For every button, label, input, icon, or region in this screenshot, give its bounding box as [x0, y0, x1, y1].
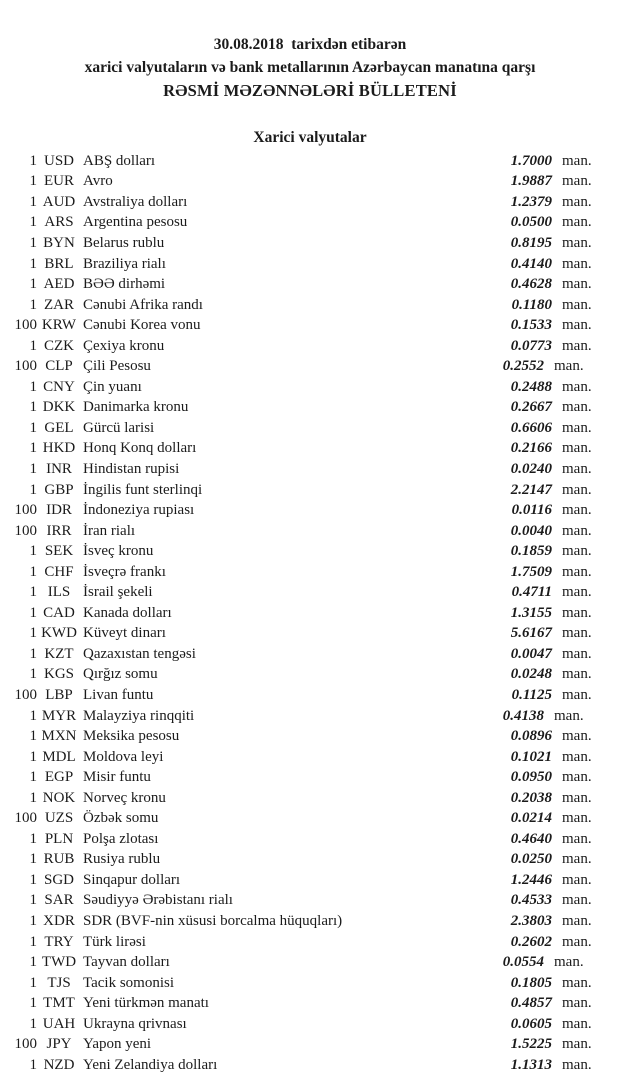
rate-value: 1.1313 — [510, 1056, 552, 1073]
currency-name: Livan funtu — [83, 686, 154, 703]
rate-value: 0.0248 — [510, 666, 552, 683]
unit-label: man. — [562, 317, 592, 334]
unit-label: man. — [562, 748, 592, 765]
currency-code: IRR — [46, 522, 72, 539]
rate-row — [0, 911, 620, 932]
unit-label: man. — [562, 995, 592, 1012]
quantity-value: 1 — [29, 399, 37, 416]
quantity-value: 1 — [29, 440, 37, 457]
unit-label: man. — [562, 625, 592, 642]
unit-label: man. — [562, 276, 592, 293]
rate-row — [0, 1035, 620, 1056]
currency-name: Malayziya rinqqiti — [83, 707, 195, 724]
unit-label: man. — [562, 933, 592, 950]
quantity-value: 100 — [14, 358, 37, 375]
rate-row — [0, 377, 620, 398]
unit-label: man. — [554, 707, 584, 724]
currency-name: Türk lirəsi — [83, 933, 146, 950]
currency-name: Cənubi Korea vonu — [83, 317, 201, 334]
rate-row — [0, 767, 620, 788]
rate-row — [0, 356, 620, 377]
rate-value: 0.1533 — [510, 317, 552, 334]
quantity-value: 1 — [29, 933, 37, 950]
currency-code: DKK — [42, 399, 76, 416]
rate-value: 0.0554 — [502, 954, 544, 971]
currency-name: Tacik somonisi — [83, 974, 175, 991]
rate-row — [0, 295, 620, 316]
rate-value: 0.0040 — [510, 522, 552, 539]
rate-row — [0, 521, 620, 542]
rates-table — [0, 151, 620, 1073]
unit-label: man. — [562, 728, 592, 745]
quantity-value: 1 — [29, 193, 37, 210]
currency-name: Ukrayna qrivnası — [83, 1015, 187, 1032]
currency-name: Danimarka kronu — [83, 399, 189, 416]
currency-name: Qazaxıstan tengəsi — [83, 645, 196, 662]
quantity-value: 1 — [29, 214, 37, 231]
unit-label: man. — [562, 913, 592, 929]
quantity-value: 1 — [29, 830, 37, 847]
rate-value: 1.5225 — [510, 1036, 552, 1053]
unit-label: man. — [562, 193, 592, 210]
unit-label: man. — [562, 234, 592, 251]
quantity-value: 1 — [29, 604, 37, 621]
bulletin-date-line: 30.08.2018 tarixdən etibarən — [213, 36, 407, 53]
rate-value: 0.4140 — [510, 255, 552, 272]
unit-label: man. — [562, 522, 592, 539]
currency-code: TRY — [44, 933, 74, 950]
quantity-value: 1 — [29, 625, 37, 642]
quantity-value: 100 — [14, 502, 37, 519]
rate-value: 0.0214 — [510, 810, 552, 827]
bulletin-title: RƏSMİ MƏZƏNNƏLƏRİ BÜLLETENİ — [163, 81, 457, 100]
rate-row — [0, 624, 620, 645]
bulletin-header — [0, 33, 620, 103]
unit-label: man. — [562, 152, 592, 169]
rate-value: 1.2446 — [510, 871, 552, 888]
unit-label: man. — [562, 337, 592, 354]
currency-code: EUR — [44, 173, 74, 190]
currency-code: TJS — [47, 974, 71, 991]
unit-label: man. — [562, 214, 592, 231]
currency-name: Moldova leyi — [83, 748, 164, 765]
currency-name: Kanada dolları — [83, 604, 172, 621]
rate-value: 0.2602 — [510, 933, 552, 950]
unit-label: man. — [554, 358, 584, 375]
quantity-value: 1 — [29, 234, 37, 251]
currency-name: Tayvan dolları — [83, 954, 170, 971]
unit-label: man. — [562, 830, 592, 847]
quantity-value: 1 — [29, 871, 37, 888]
currency-code: ZAR — [44, 296, 74, 313]
rate-value: 0.0950 — [510, 769, 552, 786]
rate-value: 1.2379 — [510, 193, 552, 210]
currency-name: Argentina pesosu — [83, 214, 188, 231]
rate-row — [0, 151, 620, 172]
currency-name: Avstraliya dolları — [83, 193, 188, 210]
currency-name: Sinqapur dolları — [83, 871, 181, 888]
currency-name: Küveyt dinarı — [83, 625, 166, 642]
unit-label: man. — [562, 974, 592, 991]
rate-row — [0, 418, 620, 439]
rate-row — [0, 870, 620, 891]
unit-label: man. — [562, 399, 592, 416]
rate-row — [0, 500, 620, 521]
currency-name: Səudiyyə Ərəbistanı rialı — [83, 892, 233, 909]
quantity-value: 1 — [29, 892, 37, 909]
currency-name: Qırğız somu — [83, 666, 158, 683]
currency-name: Yeni Zelandiya dolları — [83, 1056, 218, 1073]
quantity-value: 1 — [29, 481, 37, 498]
rate-value: 2.3803 — [510, 913, 552, 929]
quantity-value: 1 — [29, 543, 37, 560]
unit-label: man. — [562, 543, 592, 560]
section-title-foreign-currencies: Xarici valyutalar — [253, 129, 367, 146]
quantity-value: 1 — [29, 337, 37, 354]
currency-code: IDR — [46, 502, 72, 519]
unit-label: man. — [562, 255, 592, 272]
quantity-value: 1 — [29, 460, 37, 477]
rate-row — [0, 1014, 620, 1035]
currency-code: INR — [46, 460, 72, 477]
currency-code: UAH — [42, 1015, 76, 1032]
currency-name: Avro — [83, 173, 113, 190]
rate-row — [0, 829, 620, 850]
currency-name: İsveç kronu — [83, 543, 154, 560]
rate-row — [0, 973, 620, 994]
rate-row — [0, 1055, 620, 1073]
unit-label: man. — [562, 810, 592, 827]
rate-value: 1.9887 — [510, 173, 552, 190]
currency-name: Braziliya rialı — [83, 255, 166, 272]
currency-code: KRW — [41, 317, 77, 334]
currency-name: Yeni türkmən manatı — [83, 995, 209, 1012]
currency-code: ARS — [44, 214, 74, 231]
quantity-value: 1 — [29, 563, 37, 580]
currency-code: PLN — [44, 830, 74, 847]
rate-row — [0, 747, 620, 768]
currency-name: BƏƏ dirhəmi — [83, 276, 166, 293]
rate-row — [0, 809, 620, 830]
unit-label: man. — [562, 789, 592, 806]
bulletin-subtitle: xarici valyutaların və bank metallarının Azərbaycan manatına qarşı — [84, 59, 536, 76]
currency-name: İsveçrə frankı — [83, 563, 166, 580]
quantity-value: 1 — [29, 789, 37, 806]
rate-value: 0.0047 — [510, 645, 552, 662]
unit-label: man. — [562, 1015, 592, 1032]
rate-row — [0, 480, 620, 501]
rate-value: 0.1125 — [511, 686, 552, 703]
unit-label: man. — [562, 769, 592, 786]
unit-label: man. — [562, 296, 592, 313]
currency-name: İran rialı — [83, 522, 136, 539]
rate-row — [0, 932, 620, 953]
rate-value: 0.4640 — [510, 830, 552, 847]
rate-row — [0, 172, 620, 193]
currency-name: İngilis funt sterlinqi — [83, 481, 203, 498]
rate-row — [0, 233, 620, 254]
unit-label: man. — [562, 563, 592, 580]
rate-row — [0, 685, 620, 706]
quantity-value: 1 — [29, 645, 37, 662]
rate-value: 0.0116 — [511, 502, 552, 519]
unit-label: man. — [562, 460, 592, 477]
rate-value: 0.4857 — [510, 995, 552, 1012]
currency-code: CHF — [44, 563, 74, 580]
rate-row — [0, 665, 620, 686]
quantity-value: 100 — [14, 1036, 37, 1053]
unit-label: man. — [562, 481, 592, 498]
unit-label: man. — [562, 645, 592, 662]
currency-name: Rusiya rublu — [83, 851, 161, 868]
quantity-value: 100 — [14, 317, 37, 334]
unit-label: man. — [562, 378, 592, 395]
unit-label: man. — [562, 851, 592, 868]
currency-name: İsrail şekeli — [83, 584, 153, 601]
rate-value: 0.1805 — [510, 974, 552, 991]
rate-value: 0.2038 — [510, 789, 552, 806]
unit-label: man. — [562, 604, 592, 621]
currency-code: GBP — [44, 481, 74, 498]
rate-value: 1.3155 — [510, 604, 552, 621]
quantity-value: 1 — [29, 707, 37, 724]
currency-code: SGD — [43, 871, 74, 888]
rate-value: 0.0240 — [510, 460, 552, 477]
rate-value: 0.1180 — [511, 296, 552, 313]
currency-code: EGP — [44, 769, 74, 786]
quantity-value: 1 — [29, 276, 37, 293]
unit-label: man. — [562, 584, 592, 601]
rate-value: 0.0896 — [510, 728, 552, 745]
currency-name: SDR (BVF-nin xüsusi borcalma hüquqları) — [83, 913, 343, 929]
quantity-value: 1 — [29, 419, 37, 436]
currency-name: Misir funtu — [83, 769, 151, 786]
quantity-value: 1 — [29, 728, 37, 745]
rate-row — [0, 582, 620, 603]
quantity-value: 1 — [29, 152, 37, 169]
unit-label: man. — [562, 1036, 592, 1053]
rate-row — [0, 254, 620, 275]
currency-name: Yapon yeni — [83, 1036, 152, 1053]
quantity-value: 1 — [29, 974, 37, 991]
rate-row — [0, 541, 620, 562]
unit-label: man. — [554, 954, 584, 971]
currency-name: Çili Pesosu — [83, 358, 151, 375]
rate-value: 0.8195 — [510, 234, 552, 251]
currency-name: İndoneziya rupiası — [83, 502, 195, 519]
rate-row — [0, 726, 620, 747]
quantity-value: 1 — [29, 296, 37, 313]
rate-row — [0, 952, 620, 973]
rate-row — [0, 562, 620, 583]
currency-name: Çin yuanı — [83, 378, 142, 395]
currency-code: LBP — [45, 686, 73, 703]
quantity-value: 1 — [29, 851, 37, 868]
rate-value: 0.2552 — [502, 358, 544, 375]
currency-code: BRL — [44, 255, 74, 272]
currency-code: NOK — [42, 789, 76, 806]
quantity-value: 1 — [29, 255, 37, 272]
currency-code: AUD — [42, 193, 76, 210]
rate-value: 0.1021 — [510, 748, 552, 765]
unit-label: man. — [562, 502, 592, 519]
rate-row — [0, 213, 620, 234]
rate-value: 0.2667 — [510, 399, 552, 416]
rate-row — [0, 993, 620, 1014]
currency-code: NZD — [43, 1056, 75, 1073]
quantity-value: 1 — [29, 913, 37, 929]
currency-code: AED — [43, 276, 75, 293]
quantity-value: 1 — [29, 584, 37, 601]
rate-row — [0, 850, 620, 871]
rate-value: 5.6167 — [510, 625, 552, 642]
rate-row — [0, 439, 620, 460]
rate-value: 0.4628 — [510, 276, 552, 293]
currency-name: Hindistan rupisi — [83, 460, 180, 477]
currency-code: ILS — [47, 584, 71, 601]
unit-label: man. — [562, 440, 592, 457]
rate-value: 0.0605 — [510, 1015, 552, 1032]
rate-value: 0.4711 — [511, 584, 552, 601]
quantity-value: 1 — [29, 173, 37, 190]
rate-row — [0, 891, 620, 912]
quantity-value: 1 — [29, 769, 37, 786]
currency-code: MYR — [41, 707, 77, 724]
quantity-value: 100 — [14, 522, 37, 539]
rate-value: 1.7000 — [510, 152, 552, 169]
currency-name: Meksika pesosu — [83, 728, 180, 745]
rate-row — [0, 315, 620, 336]
currency-code: KZT — [44, 645, 74, 662]
currency-name: ABŞ dolları — [83, 152, 156, 169]
currency-code: MXN — [41, 728, 77, 745]
currency-code: CAD — [43, 604, 75, 621]
quantity-value: 1 — [29, 666, 37, 683]
rate-row — [0, 398, 620, 419]
currency-code: HKD — [42, 440, 76, 457]
currency-code: KGS — [43, 666, 74, 683]
rate-row — [0, 336, 620, 357]
quantity-value: 1 — [29, 748, 37, 765]
currency-code: SAR — [44, 892, 74, 909]
currency-code: JPY — [46, 1036, 72, 1053]
currency-name: Norveç kronu — [83, 789, 166, 806]
currency-name: Belarus rublu — [83, 234, 165, 251]
rate-value: 0.0250 — [510, 851, 552, 868]
currency-name: Çexiya kronu — [83, 337, 165, 354]
currency-name: Polşa zlotası — [83, 830, 159, 847]
rate-value: 0.0773 — [510, 337, 552, 354]
currency-code: CZK — [44, 337, 74, 354]
currency-code: BYN — [43, 234, 75, 251]
rate-value: 0.4138 — [502, 707, 544, 724]
unit-label: man. — [562, 871, 592, 888]
rate-value: 0.4533 — [510, 892, 552, 909]
rate-row — [0, 706, 620, 727]
rate-value: 1.7509 — [510, 563, 552, 580]
rate-value: 0.0500 — [510, 214, 552, 231]
quantity-value: 100 — [14, 686, 37, 703]
currency-code: SEK — [44, 543, 74, 560]
currency-code: GEL — [44, 419, 74, 436]
unit-label: man. — [562, 1056, 592, 1073]
unit-label: man. — [562, 666, 592, 683]
currency-code: TWD — [41, 954, 77, 971]
rate-value: 0.2488 — [510, 378, 552, 395]
rate-row — [0, 644, 620, 665]
currency-name: Gürcü larisi — [83, 419, 155, 436]
unit-label: man. — [562, 419, 592, 436]
quantity-value: 1 — [29, 1015, 37, 1032]
currency-code: TMT — [43, 995, 75, 1012]
currency-name: Honq Konq dolları — [83, 440, 197, 457]
quantity-value: 1 — [29, 995, 37, 1012]
rate-value: 0.6606 — [510, 419, 552, 436]
rate-value: 0.1859 — [510, 543, 552, 560]
rate-value: 0.2166 — [510, 440, 552, 457]
quantity-value: 1 — [29, 378, 37, 395]
rate-row — [0, 603, 620, 624]
currency-name: Özbək somu — [83, 810, 159, 827]
rate-row — [0, 274, 620, 295]
currency-code: RUB — [43, 851, 75, 868]
unit-label: man. — [562, 173, 592, 190]
currency-code: MDL — [42, 748, 76, 765]
rate-row — [0, 788, 620, 809]
currency-name: Cənubi Afrika randı — [83, 296, 203, 313]
quantity-value: 100 — [14, 810, 37, 827]
rate-value: 2.2147 — [510, 481, 552, 498]
currency-code: CNY — [43, 378, 75, 395]
unit-label: man. — [562, 686, 592, 703]
currency-code: CLP — [45, 358, 73, 375]
rate-row — [0, 192, 620, 213]
unit-label: man. — [562, 892, 592, 909]
currency-code: KWD — [41, 625, 77, 642]
rate-row — [0, 459, 620, 480]
quantity-value: 1 — [29, 954, 37, 971]
currency-code: UZS — [44, 810, 74, 827]
currency-code: XDR — [43, 913, 75, 929]
quantity-value: 1 — [29, 1056, 37, 1073]
currency-code: USD — [43, 152, 74, 169]
